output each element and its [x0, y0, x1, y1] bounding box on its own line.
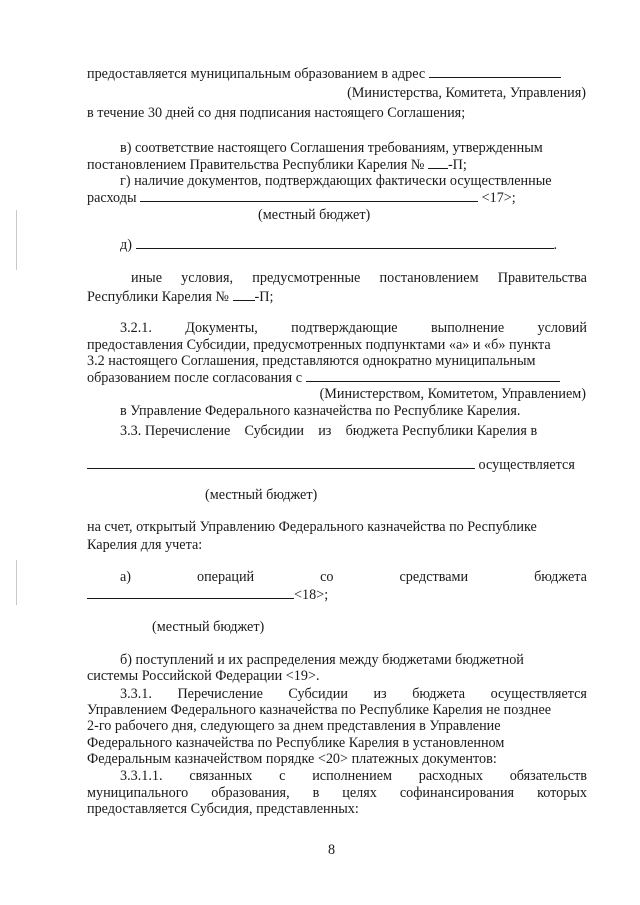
text-line: предоставляется Субсидия, представленных: [87, 801, 359, 817]
text-line: осуществляется [87, 456, 575, 474]
text-line: г) наличие документов, подтверждающих фактически осуществленные [120, 173, 552, 189]
caption-line: (местный бюджет) [258, 207, 371, 223]
text-line: в Управление Федерального казначейства по Республике Карелия. [120, 403, 521, 419]
text-line: в) соответствие настоящего Соглашения требованиям, утвержденным [120, 140, 543, 156]
scan-margin-mark [16, 560, 17, 605]
text-line: б) поступлений и их распределения между бюджетами бюджетной [120, 652, 524, 668]
text-line: 2-го рабочего дня, следующего за днем представления в Управление [87, 718, 501, 734]
text-line: системы Российской Федерации <19>. [87, 668, 320, 684]
scan-margin-mark [16, 210, 17, 270]
caption-line: (местный бюджет) [152, 619, 265, 635]
text-line: постановлением Правительства Республики Карелия № -П; [87, 157, 467, 173]
text-line: 3.2 настоящего Соглашения, представляются однократно муниципальным [87, 353, 536, 369]
text-line: на счет, открытый Управлению Федерального казначейства по Республике [87, 519, 537, 535]
text-line: Карелия для учета: [87, 537, 203, 553]
text-line: Федерального казначейства по Республике Карелия в установленном [87, 735, 505, 751]
text-line: 3.2.1. Документы, подтверждающие выполнение условий [120, 320, 587, 336]
text-line: предоставляется муниципальным образованием в адрес [87, 65, 561, 83]
text-line: д) . [120, 237, 558, 253]
text-line: 3.3.1. Перечисление Субсидии из бюджета осуществляется [120, 686, 587, 702]
text-line: предоставления Субсидии, предусмотренных подпунктами «а» и «б» пункта [87, 337, 551, 353]
caption-line: (Министерством, Комитетом, Управлением) [319, 386, 586, 402]
text-line: в течение 30 дней со дня подписания настоящего Соглашения; [87, 105, 466, 121]
text-line: 3.3. Перечисление Субсидии из бюджета Республики Карелия в [120, 423, 538, 439]
caption-line: (Министерства, Комитета, Управления) [347, 85, 586, 101]
text-line: <18>; [87, 586, 328, 604]
text-line: иные условия, предусмотренные постановлением Правительства [131, 270, 587, 286]
text-line: 3.3.1.1. связанных с исполнением расходных обязательств [120, 768, 587, 784]
text-line: Федеральным казначейством порядке <20> платежных документов: [87, 751, 497, 767]
text-line: муниципального образования, в целях софинансирования которых [87, 785, 587, 801]
page-number: 8 [328, 842, 336, 858]
text-line: Управлением Федерального казначейства по Республике Карелия не позднее [87, 702, 552, 718]
caption-line: (местный бюджет) [205, 487, 318, 503]
text-line: расходы <17>; [87, 190, 516, 206]
text-line: образованием после согласования с [87, 369, 560, 387]
text-line: Республики Карелия № -П; [87, 289, 274, 305]
text-line: а) операций со средствами бюджета [120, 569, 587, 585]
